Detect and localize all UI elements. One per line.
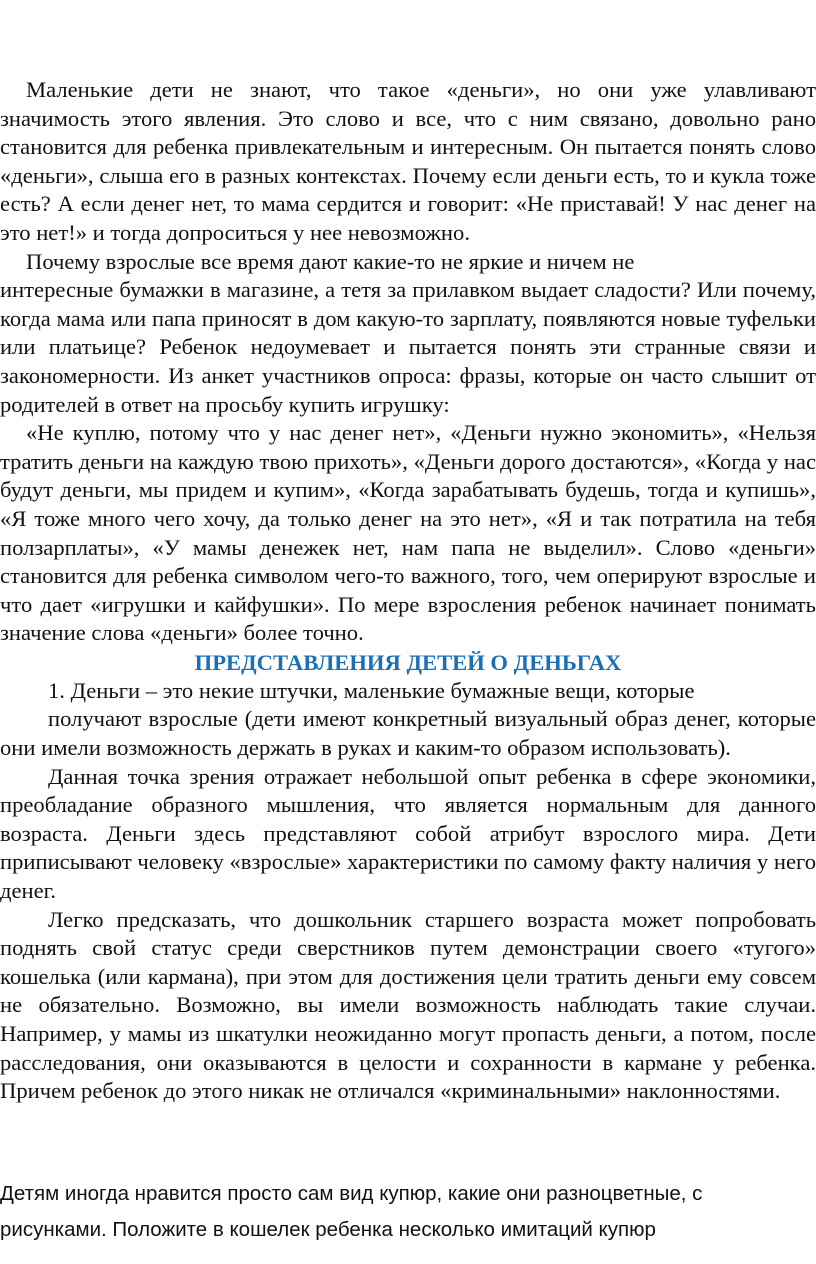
section-heading: ПРЕДСТАВЛЕНИЯ ДЕТЕЙ О ДЕНЬГАХ <box>194 649 622 675</box>
document-body <box>0 76 816 1106</box>
footer-line-1: Детям иногда нравится просто сам вид купюр, какие они разноцветные, с <box>0 1182 703 1205</box>
paragraph-intro: Маленькие дети не знают, что такое «деньги», но они уже улавливают значимость этого явления. Это слово и все, что с ним связано, довольно рано становится для ребенка привлекательным и интересным. Он пытается понять слово «деньги», слыша его в разных контекстах. Почему если деньги есть, то и кукла тоже есть? А если денег нет, то мама сердится и говорит: «Не приставай! У нас денег на это нет!» и тогда допроситься у нее невозможно. <box>0 77 816 245</box>
list-item-1-continuation: получают взрослые (дети имеют конкретный визуальный образ денег, которые они имели возможность держать в руках и каким-то образом использовать). <box>0 706 816 761</box>
paragraph-why-adults-cont: интересные бумажки в магазине, а тетя за прилавком выдает сладости? Или почему, когда мама или папа приносят в дом какую-то зарплату, появляются новые туфельки или платьице? Ребенок недоумевает и пытается понять эти странные связи и закономерности. Из анкет участников опроса: фразы, которые он часто слышит от родителей в ответ на просьбу купить игрушку: <box>0 277 816 417</box>
footer-line-2: рисунками. Положите в кошелек ребенка несколько имитаций купюр <box>0 1218 656 1241</box>
paragraph-point-of-view: Данная точка зрения отражает небольшой опыт ребенка в сфере экономики, преобладание образного мышления, что является нормальным для данного возраста. Деньги здесь представляют собой атрибут взрослого мира. Дети приписывают человеку «взрослые» характеристики по самому факту наличия у него денег. <box>0 763 816 904</box>
list-item-1: 1. Деньги – это некие штучки, маленькие бумажные вещи, которые <box>48 677 695 703</box>
footer-text <box>0 1176 816 1248</box>
paragraph-why-adults-line: Почему взрослые все время дают какие-то не яркие и ничем не <box>26 248 635 274</box>
paragraph-prediction: Легко предсказать, что дошкольник старшего возраста может попробовать поднять свой статус среди сверстников путем демонстрации своего «тугого» кошелька (или кармана), при этом для достижения цели тратить деньги ему совсем не обязательно. Возможно, вы имели возможность наблюдать такие случаи. Например, у мамы из шкатулки неожиданно могут пропасть деньги, а потом, после расследования, они оказываются в целости и сохранности в кармане у ребенка. Причем ребенок до этого никак не отличался «криминальными» наклонностями. <box>0 906 816 1104</box>
paragraph-quotes: «Не куплю, потому что у нас денег нет», «Деньги нужно экономить», «Нельзя тратить деньги на каждую твою прихоть», «Деньги дорого достаются», «Когда у нас будут деньги, мы придем и купим», «Когда зарабатывать будешь, тогда и купишь», «Я тоже много чего хочу, да только денег на это нет», «Я и так потратила на тебя ползарплаты», «У мамы денежек нет, нам папа не выделил». Слово «деньги» становится для ребенка символом чего-то важного, того, чем оперируют взрослые и что дает «игрушки и кайфушки». По мере взросления ребенок начинает понимать значение слова «деньги» более точно. <box>0 420 816 646</box>
